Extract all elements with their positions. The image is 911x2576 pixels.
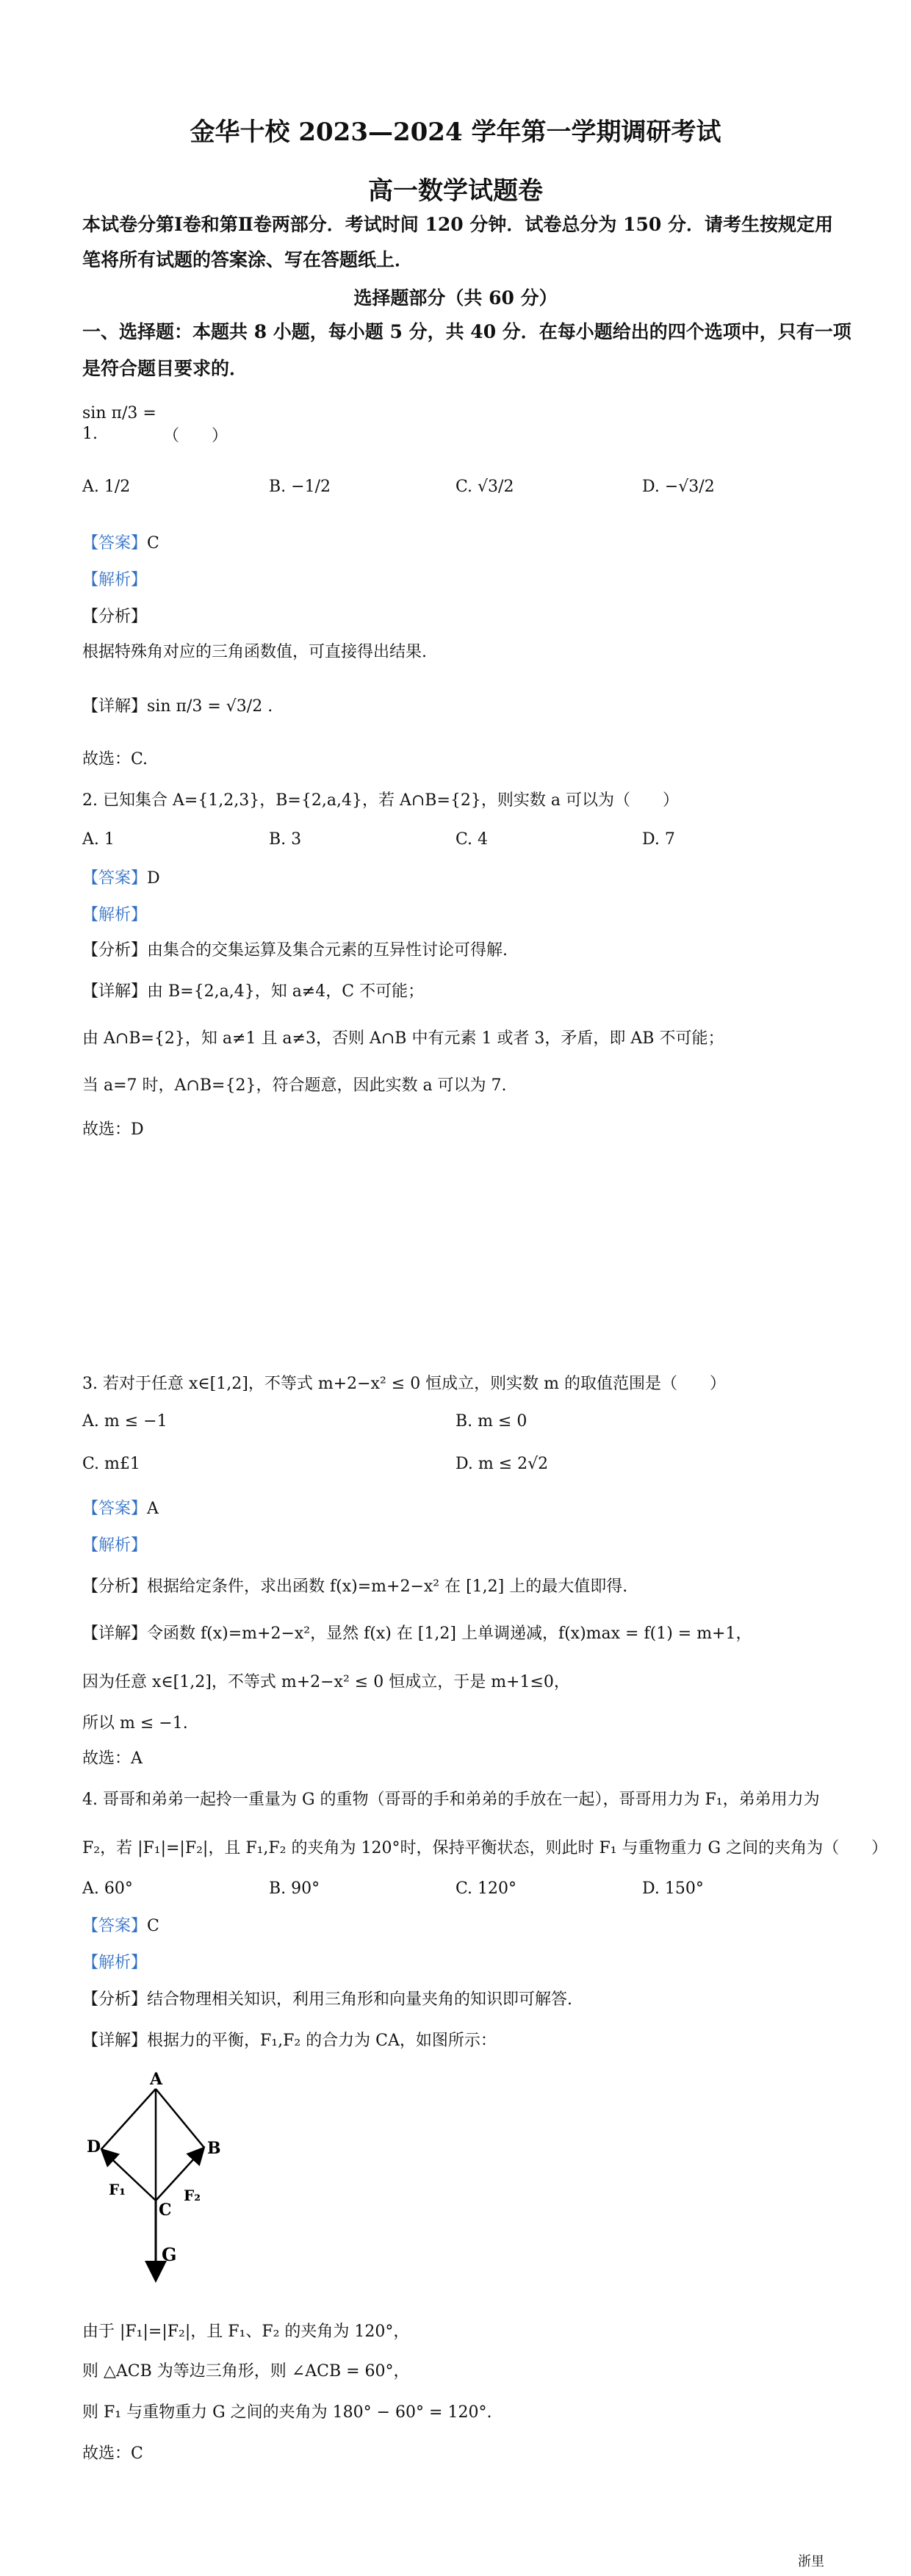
q1-option-c: C. √3/2 <box>455 478 514 496</box>
q2-answer <box>82 866 160 888</box>
detail-label: 【详解】 <box>82 982 148 1001</box>
q1-conclusion: 故选：C. <box>82 750 148 769</box>
q2-detail-1 <box>82 979 424 1001</box>
answer-label: 【答案】 <box>82 1500 148 1518</box>
q3-option-b: B. m ≤ 0 <box>455 1412 527 1431</box>
q1-number: 1. <box>82 425 98 443</box>
answer-label: 【答案】 <box>82 869 148 888</box>
footer-watermark: 浙里 <box>798 2554 824 2569</box>
label-f1: F₁ <box>109 2181 126 2198</box>
q1-stem-expr: sin π/3 = <box>82 404 156 422</box>
exam-title: 金华十校 2023—2024 学年第一学期调研考试 <box>190 118 721 147</box>
q1-option-a: A. 1/2 <box>82 478 131 496</box>
q2-fenxi-text: 由集合的交集运算及集合元素的互异性讨论可得解. <box>147 941 508 960</box>
q3-option-c: C. m£1 <box>82 1455 140 1473</box>
q4-option-a: A. 60° <box>82 1879 133 1898</box>
q4-stem-1: 4. 哥哥和弟弟一起拎一重量为 G 的重物（哥哥的手和弟弟的手放在一起），哥哥用力为 F₁，弟弟用力为 <box>82 1791 820 1809</box>
q2-option-d: D. 7 <box>642 830 675 849</box>
q1-fenxi-label: 【分析】 <box>82 608 148 626</box>
q3-detail-1 <box>82 1621 752 1644</box>
q2-stem: 2. 已知集合 A={1,2,3}，B={2,a,4}，若 A∩B={2}，则实数 a 可以为（ ） <box>82 791 679 810</box>
q4-answer <box>82 1913 159 1936</box>
q4-fenxi-text: 结合物理相关知识，利用三角形和向量夹角的知识即可解答. <box>147 1990 573 2009</box>
label-g: G <box>162 2244 177 2265</box>
intro-line-2: 笔将所有试题的答案涂、写在答题纸上． <box>82 249 414 270</box>
q1-analysis-label: 【解析】 <box>82 571 148 589</box>
q1-detail-text: sin π/3 = √3/2 . <box>147 697 273 716</box>
q4-conclusion: 故选：C <box>82 2444 143 2463</box>
detail-label: 【详解】 <box>82 697 148 716</box>
q1-fenxi: 根据特殊角对应的三角函数值，可直接得出结果. <box>82 643 427 661</box>
q2-detail-2: 由 A∩B={2}，知 a≠1 且 a≠3，否则 A∩B 中有元素 1 或者 3，矛盾，即 AB 不可能； <box>82 1029 724 1048</box>
segment-ad <box>101 2089 156 2149</box>
q2-option-b: B. 3 <box>269 830 302 849</box>
q1-detail <box>82 694 273 716</box>
answer-label: 【答案】 <box>82 534 148 553</box>
q3-answer <box>82 1496 159 1519</box>
part1-line-1: 一、选择题：本题共 8 小题，每小题 5 分，共 40 分．在每小题给出的四个选项中，只有一项 <box>82 321 851 342</box>
label-a: A <box>150 2070 163 2089</box>
force-diagram <box>79 2068 256 2289</box>
fenxi-label: 【分析】 <box>82 1577 148 1596</box>
q1-answer <box>82 530 159 553</box>
q1-option-b: B. −1/2 <box>269 478 331 496</box>
q3-fenxi-text: 根据给定条件，求出函数 f(x)=m+2−x² 在 [1,2] 上的最大值即得. <box>147 1577 628 1596</box>
q3-stem: 3. 若对于任意 x∈[1,2]，不等式 m+2−x² ≤ 0 恒成立，则实数 m 的取值范围是（ ） <box>82 1375 727 1393</box>
q3-fenxi <box>82 1574 627 1597</box>
q4-fenxi <box>82 1987 572 2010</box>
answer-label: 【答案】 <box>82 1917 148 1935</box>
q3-detail-2: 因为任意 x∈[1,2]，不等式 m+2−x² ≤ 0 恒成立，于是 m+1≤0， <box>82 1673 570 1691</box>
q2-fenxi <box>82 938 508 960</box>
q1-paren: （ ） <box>163 427 228 445</box>
intro-line-1: 本试卷分第Ⅰ卷和第Ⅱ卷两部分．考试时间 120 分钟．试卷总分为 150 分．请考生按规定用 <box>82 214 833 235</box>
label-c: C <box>159 2201 172 2220</box>
q4-answer-value: C <box>147 1917 159 1935</box>
label-d: D <box>87 2137 101 2156</box>
q4-stem-2: F₂，若 |F₁|=|F₂|，且 F₁,F₂ 的夹角为 120°时，保持平衡状态，则此时 F₁ 与重物重力 G 之间的夹角为（ ） <box>82 1839 888 1857</box>
q2-detail-1-text: 由 B={2,a,4}，知 a≠4，C 不可能； <box>147 982 425 1001</box>
q4-detail-3: 则 F₁ 与重物重力 G 之间的夹角为 180° − 60° = 120°. <box>82 2403 492 2422</box>
segment-ab <box>156 2089 204 2148</box>
exam-subtitle: 高一数学试题卷 <box>368 176 543 206</box>
q2-option-c: C. 4 <box>455 830 489 849</box>
label-b: B <box>207 2139 221 2158</box>
q4-detail-1: 由于 |F₁|=|F₂|，且 F₁、F₂ 的夹角为 120°， <box>82 2323 410 2341</box>
q4-option-c: C. 120° <box>455 1879 517 1898</box>
q2-analysis-label: 【解析】 <box>82 906 148 924</box>
q3-detail-1-text: 令函数 f(x)=m+2−x²，显然 f(x) 在 [1,2] 上单调递减，f(x)max = f(1) = m+1， <box>147 1625 752 1643</box>
label-f2: F₂ <box>184 2187 201 2204</box>
detail-label: 【详解】 <box>82 2032 148 2050</box>
q2-answer-value: D <box>147 869 160 888</box>
q3-answer-value: A <box>147 1500 159 1518</box>
part1-line-2: 是符合题目要求的． <box>82 358 248 379</box>
q3-conclusion: 故选：A <box>82 1749 143 1768</box>
q2-conclusion: 故选：D <box>82 1120 144 1139</box>
q4-detail-intro-text: 根据力的平衡，F₁,F₂ 的合力为 CA，如图所示： <box>147 2032 497 2050</box>
q4-option-b: B. 90° <box>269 1879 320 1898</box>
q4-analysis-label: 【解析】 <box>82 1954 148 1972</box>
fenxi-label: 【分析】 <box>82 941 148 960</box>
section-title: 选择题部分（共 60 分） <box>353 287 558 309</box>
q4-detail-2: 则 △ACB 为等边三角形，则 ∠ACB = 60°， <box>82 2362 410 2381</box>
detail-label: 【详解】 <box>82 1625 148 1643</box>
q1-answer-value: C <box>147 534 159 553</box>
q4-detail-intro <box>82 2028 497 2051</box>
q4-option-d: D. 150° <box>642 1879 704 1898</box>
q3-analysis-label: 【解析】 <box>82 1536 148 1555</box>
q3-option-d: D. m ≤ 2√2 <box>455 1455 549 1473</box>
q3-option-a: A. m ≤ −1 <box>82 1412 168 1431</box>
q2-detail-3: 当 a=7 时，A∩B={2}，符合题意，因此实数 a 可以为 7. <box>82 1076 507 1095</box>
fenxi-label: 【分析】 <box>82 1990 148 2009</box>
q3-detail-3: 所以 m ≤ −1. <box>82 1714 188 1733</box>
q1-option-d: D. −√3/2 <box>642 478 715 496</box>
q2-option-a: A. 1 <box>82 830 115 849</box>
